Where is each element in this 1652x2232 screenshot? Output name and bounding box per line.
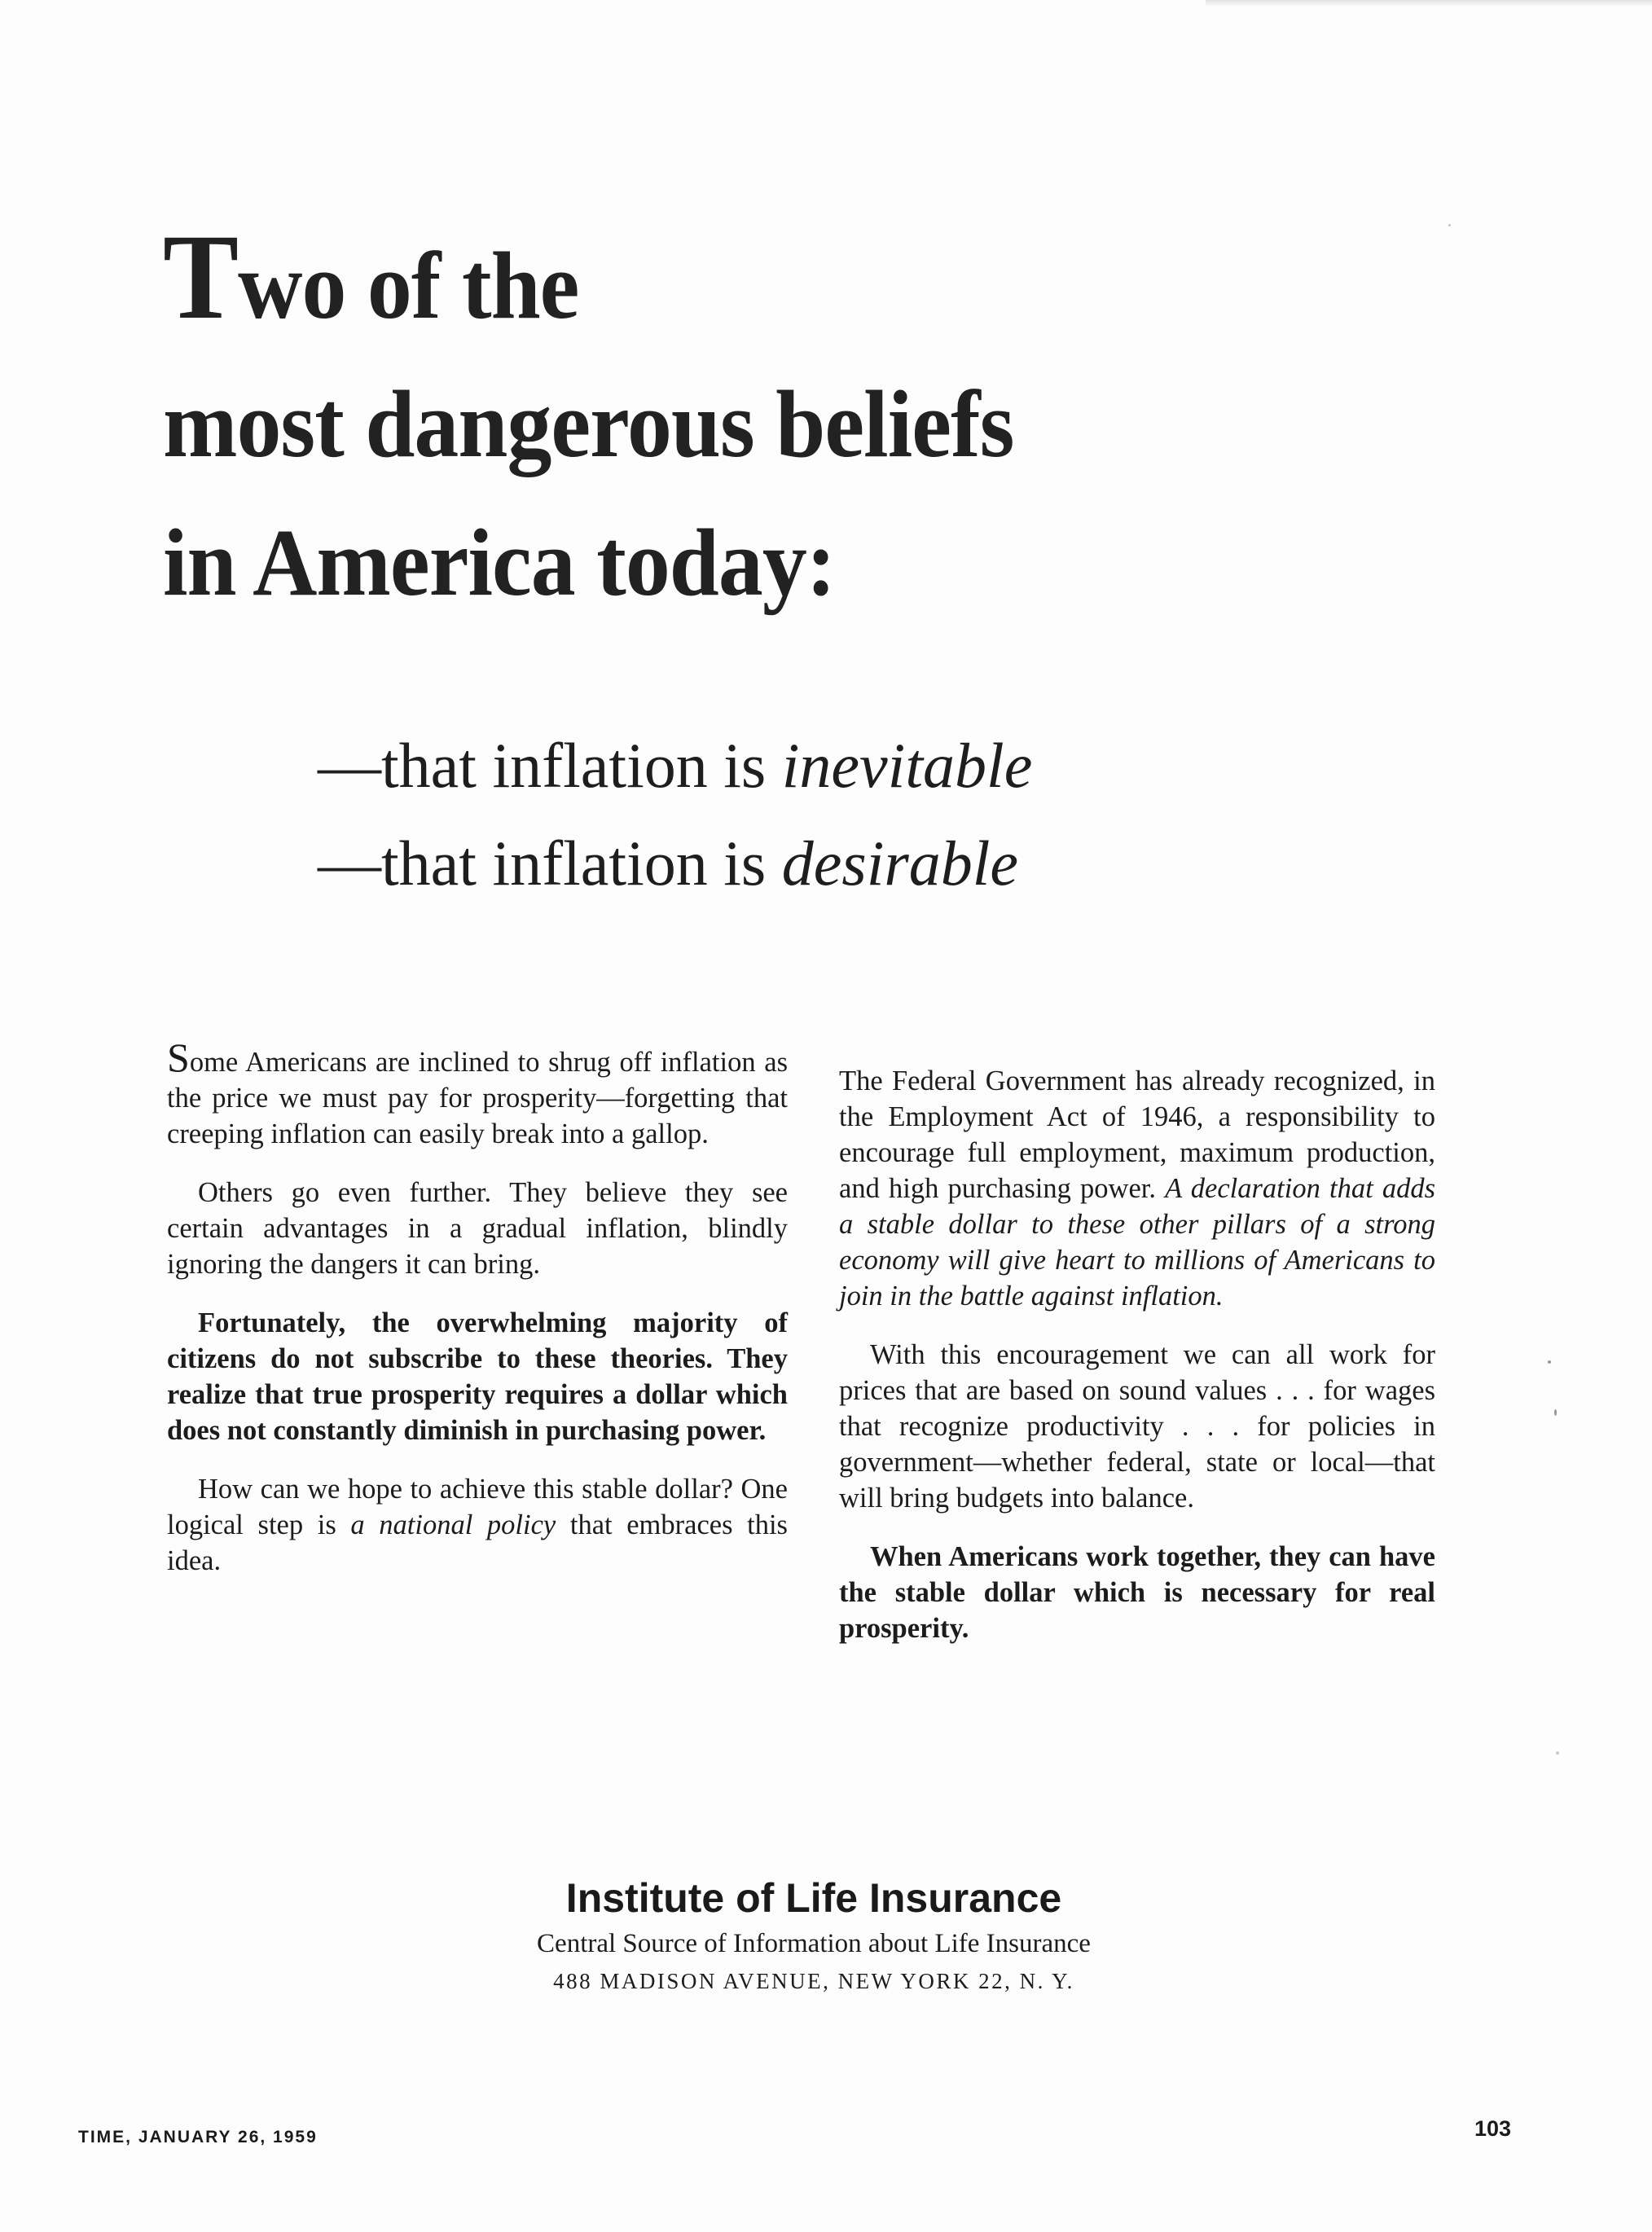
subhead-prefix: —that inflation is <box>318 828 782 899</box>
paragraph-text-tail: that embraces this idea. <box>167 1509 788 1576</box>
print-speck <box>1554 1409 1557 1416</box>
print-speck <box>1448 224 1451 226</box>
subhead-desirable <box>318 815 1032 912</box>
paragraph-emphasis: a national policy <box>350 1509 556 1540</box>
paragraph-text: The Federal Government has already recognized, in the Employment Act of 1946, a responsibility to encourage full employment, maximum production, and high purchasing power. <box>839 1065 1435 1204</box>
paragraph-stable-dollar-question <box>167 1471 788 1579</box>
publication-date: TIME, JANUARY 26, 1959 <box>78 2128 318 2146</box>
print-speck <box>1548 1360 1551 1364</box>
sponsor-signature <box>0 1872 1652 1999</box>
subhead-inevitable <box>318 717 1032 815</box>
headline <box>163 208 1013 632</box>
drop-cap: S <box>167 1035 190 1080</box>
sponsor-tagline: Central Source of Information about Life Insurance <box>537 1929 1091 1958</box>
paragraph-federal-government <box>839 1063 1435 1314</box>
paragraph-fortunately: Fortunately, the overwhelming majority of citizens do not subscribe to these theories. They realize that true prosperity requires a dollar which does not constantly diminish in purchasing power. <box>167 1307 788 1446</box>
print-speck <box>1556 1751 1559 1755</box>
subheads <box>318 717 1032 912</box>
sponsor-address: 488 MADISON AVENUE, NEW YORK 22, N. Y. <box>553 1969 1074 1993</box>
subhead-prefix: —that inflation is <box>318 730 782 801</box>
paragraph-shrug-off <box>167 1035 788 1152</box>
body-left-column <box>167 1035 788 1602</box>
headline-initial: T <box>163 209 239 345</box>
subhead-emphasis: desirable <box>781 828 1019 899</box>
body-right-column <box>839 1063 1435 1669</box>
headline-line-1-rest: wo of the <box>238 232 579 339</box>
headline-line-1 <box>163 208 1013 355</box>
headline-line-2: most dangerous beliefs <box>163 371 1014 477</box>
paragraph-work-together: When Americans work together, they can have the stable dollar which is necessary for real prosperity. <box>839 1541 1435 1644</box>
paragraph-text: ome Americans are inclined to shrug off inflation as the price we must pay for prosperity—forgetting that creeping inflation can easily break into a gallop. <box>167 1047 788 1149</box>
paragraph-text: How can we hope to achieve this stable dollar? One logical step is <box>167 1474 788 1540</box>
headline-line-3: in America today: <box>163 509 836 616</box>
paragraph-emphasis: A declaration that adds a stable dollar to these other pillars of a strong economy will give heart to millions of Americans to join in the battle against inflation. <box>839 1173 1435 1312</box>
page-number: 103 <box>1474 2116 1512 2141</box>
scan-edge-artifact <box>1206 0 1652 7</box>
paragraph-others-further: Others go even further. They believe they see certain advantages in a gradual inflation, blindly ignoring the dangers it can bring. <box>167 1177 788 1280</box>
subhead-emphasis: inevitable <box>781 730 1033 801</box>
sponsor-name: Institute of Life Insurance <box>565 1875 1062 1921</box>
paragraph-encouragement: With this encouragement we can all work for prices that are based on sound values . . . for wages that recognize productivity . . . for policies in government—whether federal, state or local—that will bring budgets into balance. <box>839 1339 1435 1514</box>
